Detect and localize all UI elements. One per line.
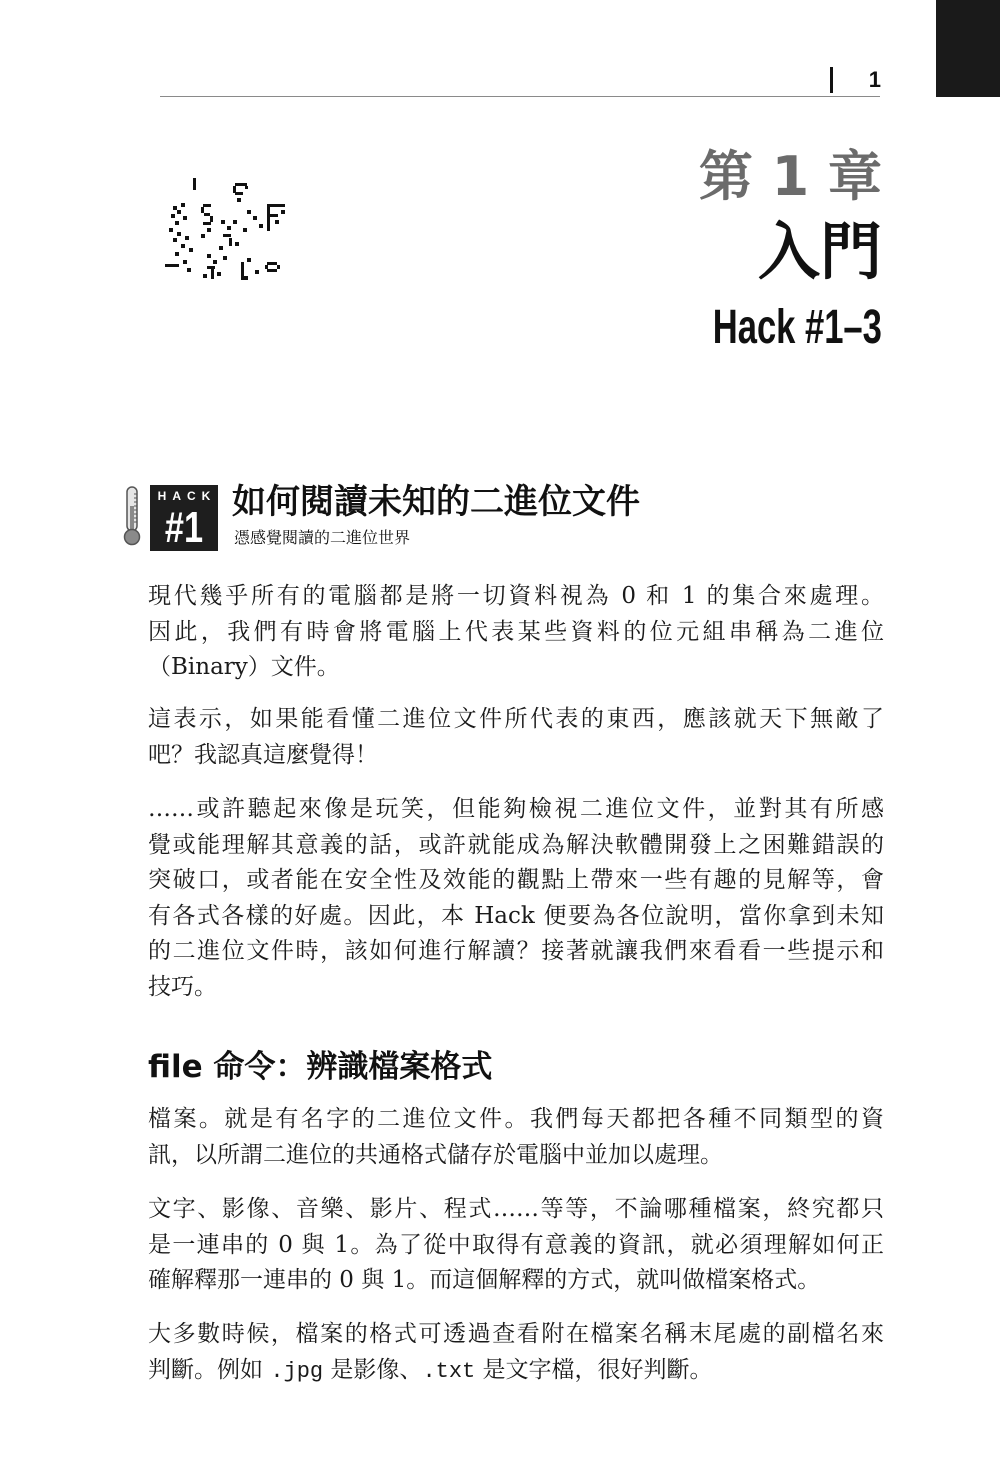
text-line: 突破口，或者能在安全性及效能的觀點上帶來一些有趣的見解等，會 <box>148 867 884 893</box>
hack-range: Hack #1–3 <box>712 301 882 354</box>
text-line: 現代幾乎所有的電腦都是將一切資料視為 0 和 1 的集合來處理。 <box>148 583 884 609</box>
thermometer-icon <box>121 486 143 546</box>
hack-title: 如何閱讀未知的二進位文件 <box>232 482 640 522</box>
text-line: 是一連串的 0 與 1。為了從中取得有意義的資訊，就必須理解如何正 <box>148 1231 884 1258</box>
text-line: 技巧。 <box>148 973 217 1000</box>
text-line: 訊，以所謂二進位的共通格式儲存於電腦中並加以處理。 <box>148 1141 723 1168</box>
text-line: 大多數時候，檔案的格式可透過查看附在檔案名稱末尾處的副檔名來 <box>148 1321 884 1347</box>
intro-paragraph-2 <box>148 702 884 773</box>
text-segment: 是文字檔，很好判斷。 <box>475 1356 713 1383</box>
text-line: 覺或能理解其意義的話，或許就能成為解決軟體開發上之困難錯誤的 <box>148 831 884 858</box>
intro-paragraph-3 <box>148 792 884 1005</box>
chapter-thumb-tab <box>936 0 1000 97</box>
inline-code-extension: .txt <box>422 1358 476 1384</box>
text-line: 檔案。就是有名字的二進位文件。我們每天都把各種不同類型的資 <box>148 1106 884 1132</box>
text-line: 有各式各樣的好處。因此，本 Hack 便要為各位說明，當你拿到未知 <box>148 902 884 929</box>
text-line: 因此，我們有時會將電腦上代表某些資料的位元組串稱為二進位 <box>148 618 884 645</box>
chapter-title: 入門 <box>757 215 882 288</box>
text-line: ……或許聽起來像是玩笑，但能夠檢視二進位文件，並對其有所感 <box>148 796 884 822</box>
section-paragraph-1 <box>148 1102 884 1173</box>
pixel-art-decoration <box>163 176 293 294</box>
section-paragraph-3 <box>148 1317 884 1388</box>
text-line: 這表示，如果能看懂二進位文件所代表的東西，應該就天下無敵了 <box>148 706 884 732</box>
hack-badge-label: HACK <box>157 489 217 503</box>
text-line: 吧？我認真這麼覺得！ <box>148 741 378 768</box>
text-line: 確解釋那一連串的 0 與 1。而這個解釋的方式，就叫做檔案格式。 <box>148 1267 821 1293</box>
text-line: 文字、影像、音樂、影片、程式……等等，不論哪種檔案，終究都只 <box>148 1196 884 1222</box>
text-line-with-code <box>148 1353 884 1389</box>
page-number: 1 <box>868 67 881 92</box>
intro-paragraph-1 <box>148 579 884 686</box>
section-heading: file 命令：辨識檔案格式 <box>148 1049 493 1085</box>
hack-subtitle: 憑感覺閱讀的二進位世界 <box>234 528 411 547</box>
text-line: 的二進位文件時，該如何進行解讀？接著就讓我們來看看一些提示和 <box>148 938 884 964</box>
text-segment: 是影像、 <box>323 1356 423 1383</box>
hack-badge <box>150 485 218 551</box>
section-paragraph-2 <box>148 1192 884 1299</box>
header-rule <box>160 96 880 97</box>
inline-code-extension: .jpg <box>270 1358 324 1384</box>
chapter-label: 第 1 章 <box>698 145 882 208</box>
hack-badge-number: #1 <box>164 503 204 551</box>
text-line: （Binary）文件。 <box>148 654 340 680</box>
text-segment: 判斷。例如 <box>148 1356 271 1383</box>
header-divider-bar <box>830 67 833 93</box>
